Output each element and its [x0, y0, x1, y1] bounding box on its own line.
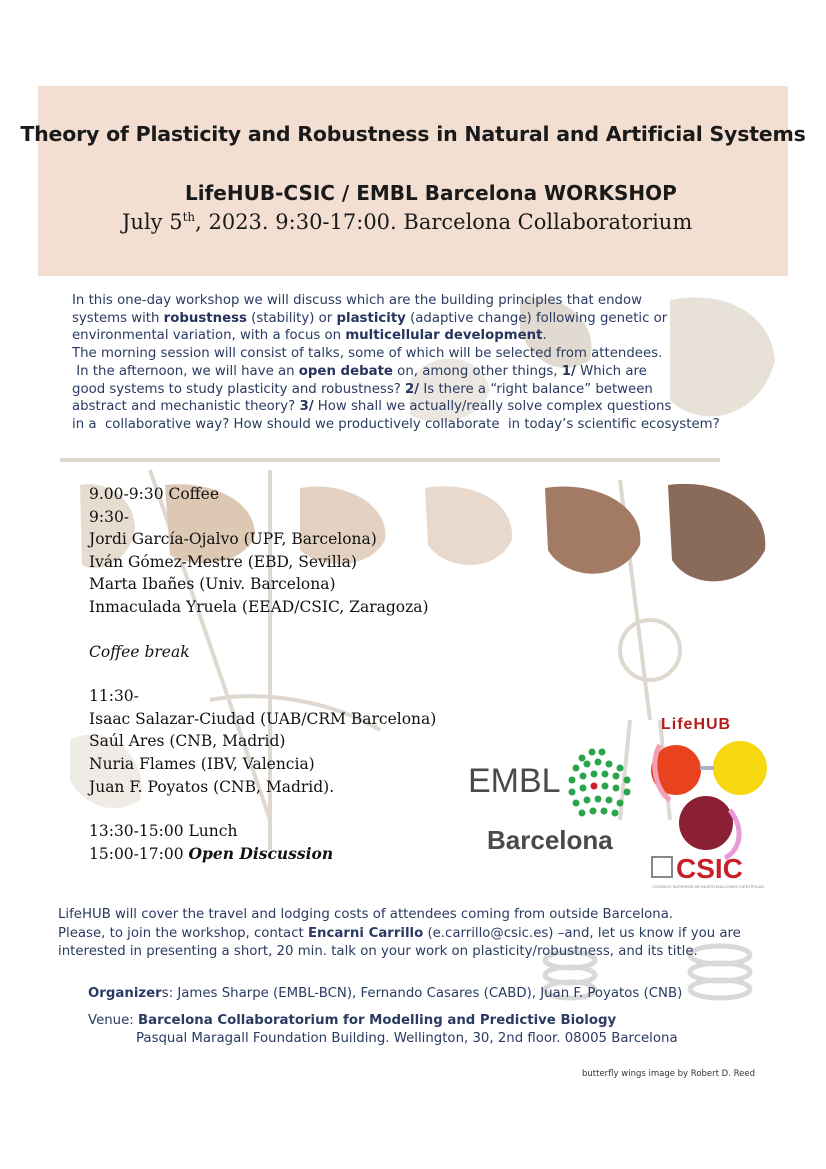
intro-paragraph	[72, 292, 787, 434]
intro-line: The morning session will consist of talks, some of which will be selected from attendees.	[72, 346, 663, 362]
csic-emblem	[652, 857, 672, 877]
speaker: Iván Gómez-Mestre (EBD, Sevilla)	[89, 552, 357, 571]
speaker: Juan F. Poyatos (CNB, Madrid).	[89, 777, 335, 796]
footer-line: Please, to join the workshop, contact Encarni Carrillo (e.carrillo@csic.es) –and, let us know if you are	[58, 925, 741, 941]
image-credit: butterfly wings image by Robert D. Reed	[582, 1069, 755, 1079]
embl-logo-text: EMBL	[468, 762, 561, 800]
barcelona-logo-text: Barcelona	[487, 825, 613, 855]
contact-name: Encarni Carrillo	[307, 925, 424, 941]
schedule-late-session: 11:30-	[89, 687, 139, 706]
intro-line: In the afternoon, we will have an open debate on, among other things, 1/ Which are	[72, 363, 647, 379]
intro-line: abstract and mechanistic theory? 3/ How shall we actually/really solve complex questions	[72, 399, 672, 415]
registration-info	[58, 906, 788, 962]
embl-logo-red-dot	[591, 783, 598, 790]
lifehub-logo-text: LifeHUB	[661, 716, 732, 733]
intro-line: good systems to study plasticity and robustness? 2/ Is there a “right balance” between	[72, 381, 653, 397]
footer-line: LifeHUB will cover the travel and lodging costs of attendees coming from outside Barcelona.	[58, 907, 674, 922]
speaker: Saúl Ares (CNB, Madrid)	[89, 732, 286, 751]
csic-small-text: CONSEJO SUPERIOR DE INVESTIGACIONES CIENTÍFICAS	[652, 884, 764, 889]
speaker: Jordi García-Ojalvo (UPF, Barcelona)	[89, 530, 377, 549]
lifehub-circle-wine	[679, 796, 733, 850]
lifehub-circle-yellow	[713, 741, 767, 795]
schedule-coffee: 9.00-9:30 Coffee	[89, 485, 220, 503]
csic-logo-text: CSIC	[676, 853, 743, 884]
schedule-morning-session: 9:30-	[89, 507, 130, 526]
workshop-subtitle: LifeHUB-CSIC / EMBL Barcelona WORKSHOP	[185, 181, 677, 205]
venue: Venue: Barcelona Collaboratorium for Modelling and Predictive Biology Pasqual Maragall Foundation Building. Wellington, 30, 2nd floor. 08005 Barcelona	[88, 1013, 678, 1046]
intro-line: systems with robustness (stability) or plasticity (adaptive change) following genetic or	[72, 310, 668, 326]
venue-name: Barcelona Collaboratorium for Modelling and Predictive Biology	[138, 1013, 617, 1028]
footer-line: interested in presenting a short, 20 min. talk on your work on plasticity/robustness, and its title.	[58, 944, 698, 959]
schedule-lunch: 13:30-15:00 Lunch	[89, 822, 238, 841]
schedule-coffee-break: Coffee break	[89, 642, 190, 661]
intro-line: in a collaborative way? How should we productively collaborate in today’s scientific ecosystem?	[72, 416, 720, 432]
page-title: Theory of Plasticity and Robustness in Natural and Artificial Systems	[20, 122, 806, 146]
speaker: Marta Ibañes (Univ. Barcelona)	[89, 575, 336, 594]
speaker: Isaac Salazar-Ciudad (UAB/CRM Barcelona)	[89, 709, 437, 728]
program-schedule	[89, 483, 436, 865]
speaker: Inmaculada Yruela (EEAD/CSIC, Zaragoza)	[89, 597, 429, 616]
organizers: Organizers: James Sharpe (EMBL-BCN), Fernando Casares (CABD), Juan F. Poyatos (CNB)	[88, 986, 683, 1001]
date-line: July 5th, 2023. 9:30-17:00. Barcelona Collaboratorium	[122, 210, 693, 234]
speaker: Nuria Flames (IBV, Valencia)	[89, 754, 315, 773]
intro-line: In this one-day workshop we will discuss which are the building principles that endow	[72, 293, 642, 308]
schedule-discussion: 15:00-17:00 Open Discussion	[89, 843, 334, 863]
venue-address: Pasqual Maragall Foundation Building. Wellington, 30, 2nd floor. 08005 Barcelona	[136, 1031, 678, 1046]
intro-line: environmental variation, with a focus on multicellular development.	[72, 328, 547, 344]
